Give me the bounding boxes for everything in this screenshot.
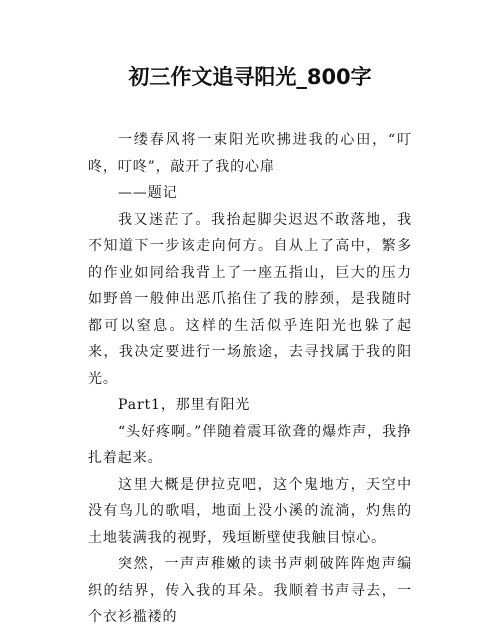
paragraph-confusion: 我又迷茫了。我抬起脚尖迟迟不敢落地，我不知道下一步该走向何方。自从上了高中，繁多的作业如同给我背上了一座五指山，巨大的压力如野兽一般伸出恶爪掐住了我的脖颈，是我随时都可以窒息。这样的生活似乎连阳光也躲了起来，我决定要进行一场旅途，去寻找属于我的阳光。 xyxy=(88,211,412,387)
paragraph-intro: 一缕春风将一束阳光吹拂进我的心田，“叮咚，叮咚”，敲开了我的心扉 xyxy=(88,132,412,175)
document-title: 初三作文追寻阳光_800字 xyxy=(128,65,372,89)
paragraph-iraq: 这里大概是伊拉克吧，这个鬼地方，天空中没有鸟儿的歌唱，地面上没小溪的流淌，灼焦的土地装满我的视野，残垣断壁使我触目惊心。 xyxy=(88,476,412,546)
paragraph-epigraph: ——题记 xyxy=(118,185,178,201)
section-heading-part1: Part1，那里有阳光 xyxy=(118,397,251,413)
paragraph-headache: “头好疼啊。”伴随着震耳欲聋的爆炸声，我挣扎着起来。 xyxy=(88,423,412,466)
document-body xyxy=(88,127,412,631)
paragraph-reading-voice: 突然，一声声稚嫩的读书声刺破阵阵炮声编织的结界，传入我的耳朵。我顺着书声寻去，一个衣衫褴褛的 xyxy=(88,556,412,625)
